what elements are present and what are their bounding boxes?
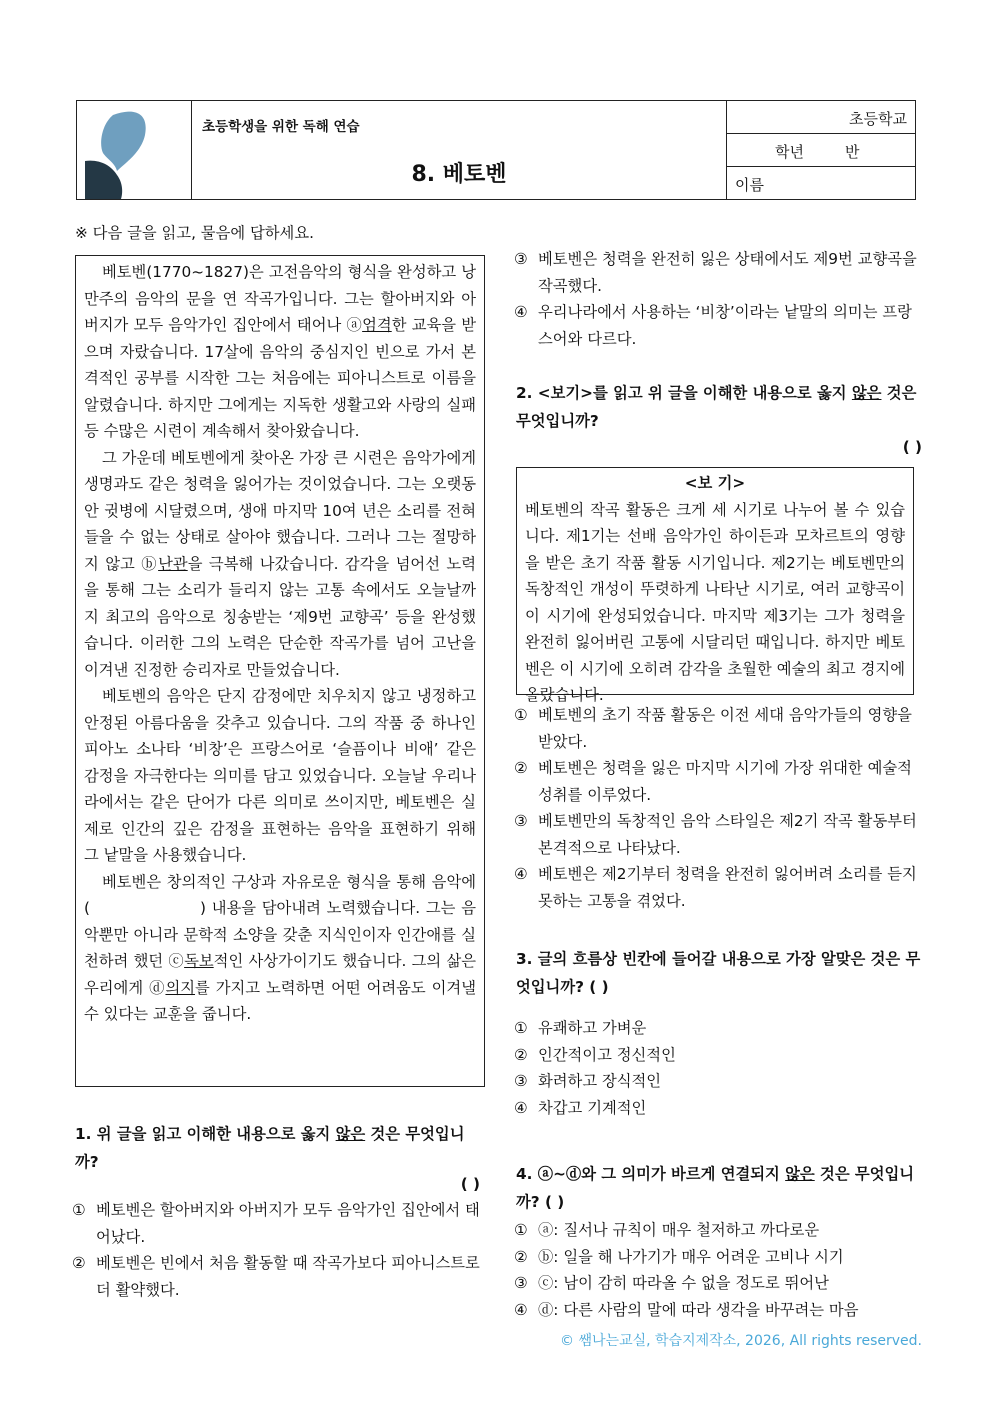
q3-option-4[interactable]: ④ 차갑고 기계적인 bbox=[514, 1098, 647, 1117]
name-label: 이름 bbox=[735, 176, 764, 194]
marker-b: ⓑ bbox=[141, 554, 159, 573]
question-1: 1. 위 글을 읽고 이해한 내용으로 옳지 않은 것은 무엇입니까? bbox=[75, 1125, 465, 1171]
title-cell bbox=[192, 101, 727, 199]
grade-label: 학년 bbox=[775, 143, 804, 161]
q1-option-1[interactable]: ① 베토벤은 할아버지와 아버지가 모두 음악가인 집안에서 태어났다. bbox=[72, 1201, 480, 1246]
school-label: 초등학교 bbox=[849, 110, 907, 128]
passage-paragraph-1: 베토벤(1770~1827)은 고전음악의 형식을 완성하고 낭만주의 음악의 문을 연 작곡가입니다. 그는 할아버지와 아버지가 모두 음악가인 집안에서 태어나 ⓐ엄격한 교육을 받으며 자랐습니다. 17살에 음악의 중심지인 빈으로 가서 본격적인 공부를 시작한 그는 처음에는 피아니스트로 이름을 알렸습니다. 하지만 그에게는 지독한 생활고와 사랑의 실패 등 수많은 시련이 계속해서 찾아왔습니다. bbox=[84, 263, 477, 440]
q1-option-4[interactable]: ④ 우리나라에서 사용하는 ‘비창’이라는 낱말의 의미는 프랑스어와 다르다. bbox=[514, 303, 912, 348]
q4-option-4[interactable]: ④ ⓓ: 다른 사람의 말에 따라 생각을 바꾸려는 마음 bbox=[514, 1300, 859, 1319]
q4-option-1[interactable]: ① ⓐ: 질서나 규칙이 매우 철저하고 까다로운 bbox=[514, 1221, 820, 1239]
q3-option-1[interactable]: ① 유쾌하고 가벼운 bbox=[514, 1019, 647, 1037]
q4-options bbox=[514, 1217, 922, 1323]
grade-class-row[interactable] bbox=[727, 134, 915, 167]
word-c: 독보 bbox=[184, 952, 214, 970]
reading-passage bbox=[75, 255, 485, 1087]
name-row[interactable] bbox=[727, 167, 915, 200]
logo-cell bbox=[77, 101, 192, 199]
marker-d: ⓓ bbox=[149, 978, 166, 997]
q2-option-2[interactable]: ② 베토벤은 청력을 잃은 마지막 시기에 가장 위대한 예술적 성취를 이루었다. bbox=[514, 759, 912, 804]
word-d: 의지 bbox=[165, 978, 196, 997]
question-2: 2. <보기>를 읽고 위 글을 이해한 내용으로 옳지 않은 것은 무엇입니까? bbox=[516, 384, 917, 430]
q2-option-1[interactable]: ① 베토벤의 초기 작품 활동은 이전 세대 음악가들의 영향을 받았다. bbox=[514, 706, 912, 751]
marker-a: ⓐ bbox=[346, 316, 363, 334]
copyright-footer: © 쌤나는교실, 학습지제작소, 2026, All rights reserved. bbox=[560, 1333, 922, 1349]
header-box bbox=[76, 100, 916, 200]
q1-option-2[interactable]: ② 베토벤은 빈에서 처음 활동할 때 작곡가보다 피아니스트로 더 활약했다. bbox=[72, 1254, 480, 1299]
word-b: 난관 bbox=[158, 554, 188, 573]
passage-paragraph-3: 베토벤의 음악은 단지 감정에만 치우치지 않고 냉정하고 안정된 아름다움을 갖추고 있습니다. 그의 작품 중 하나인 피아노 소나타 ‘비창’은 프랑스어로 ‘슬픔이나 비애’ 같은 감정을 자극한다는 의미를 담고 있었습니다. 오늘날 우리나라에서는 같은 단어가 다른 의미로 쓰이지만, 베토벤은 실제로 인간의 깊은 감정을 표현하는 음악을 표현하기 위해 그 낱말을 사용했습니다. bbox=[84, 687, 476, 864]
q1-option-3[interactable]: ③ 베토벤은 청력을 완전히 잃은 상태에서도 제9번 교향곡을 작곡했다. bbox=[514, 250, 917, 295]
q1-options bbox=[72, 1197, 482, 1303]
q1-options-continued bbox=[514, 246, 922, 352]
q2-options bbox=[514, 702, 922, 914]
question-3: 3. 글의 흐름상 빈칸에 들어갈 내용으로 가장 알맞은 것은 무엇입니까? ( ) bbox=[516, 950, 921, 996]
worksheet-title: 8. 베토벤 bbox=[411, 162, 507, 187]
water-drop-logo-icon bbox=[77, 101, 192, 199]
passage-paragraph-4: 베토벤은 창의적인 구상과 자유로운 형식을 통해 음악에 ( ) 내용을 담아내려 노력했습니다. 그는 음악뿐만 아니라 문학적 소양을 갖춘 지식인이자 인간애를 실천하려 했던 ⓒ독보적인 사상가이기도 했습니다. 그의 삶은 우리에게 ⓓ의지를 가지고 노력하면 어떤 어려움도 이겨낼 수 있다는 교훈을 줍니다. bbox=[84, 872, 476, 1023]
student-info-cell bbox=[727, 101, 915, 199]
q2-option-3[interactable]: ③ 베토벤만의 독창적인 음악 스타일은 제2기 작곡 활동부터 본격적으로 나타났다. bbox=[514, 812, 917, 857]
q3-option-2[interactable]: ② 인간적이고 정신적인 bbox=[514, 1045, 676, 1064]
q3-option-3[interactable]: ③ 화려하고 장식적인 bbox=[514, 1072, 662, 1090]
q4-option-2[interactable]: ② ⓑ: 일을 해 나가기가 매우 어려운 고비나 시기 bbox=[514, 1247, 844, 1266]
q2-answer-box[interactable]: ( ) bbox=[902, 438, 922, 456]
bogi-box bbox=[516, 467, 914, 704]
word-a: 엄격 bbox=[362, 316, 392, 334]
bogi-text: 베토벤의 작곡 활동은 크게 세 시기로 나누어 볼 수 있습니다. 제1기는 선배 음악가인 하이든과 모차르트의 영향을 받은 초기 작품 활동 시기입니다. 제2기는 베토벤만의 독창적인 개성이 뚜렷하게 나타난 시기로, 여러 교향곡이 이 시기에 완성되었습니다. 마지막 제3기는 그가 청력을 완전히 잃어버린 고통에 시달리던 때입니다. 하지만 베토벤은 이 시기에 오히려 감각을 초월한 예술의 최고 경지에 올랐습니다. bbox=[525, 500, 905, 704]
instruction: ※ 다음 글을 읽고, 물음에 답하세요. bbox=[75, 224, 314, 242]
question-4: 4. ⓐ~ⓓ와 그 의미가 바르게 연결되지 않은 것은 무엇입니까? ( ) bbox=[516, 1165, 915, 1211]
school-row[interactable] bbox=[727, 101, 915, 134]
class-label: 반 bbox=[845, 143, 860, 161]
q4-option-3[interactable]: ③ ⓒ: 남이 감히 따라올 수 없을 정도로 뛰어난 bbox=[514, 1274, 829, 1292]
q2-option-4[interactable]: ④ 베토벤은 제2기부터 청력을 완전히 잃어버려 소리를 듣지 못하는 고통을 겪었다. bbox=[514, 865, 917, 910]
passage-paragraph-2: 그 가운데 베토벤에게 찾아온 가장 큰 시련은 음악가에게 생명과도 같은 청력을 잃어가는 것이었습니다. 그는 오랫동안 귓병에 시달렸으며, 생애 마지막 10여 년은 소리를 전혀 들을 수 없는 상태로 살아야 했습니다. 그러나 그는 절망하지 않고 ⓑ난관을 극복해 나갔습니다. 감각을 넘어선 노력을 통해 그는 소리가 들리지 않는 고통 속에서도 오늘날까지 최고의 음악으로 칭송받는 ‘제9번 교향곡’ 등을 완성했습니다. 이러한 그의 노력은 단순한 작곡가를 넘어 고난을 이겨낸 진정한 승리자로 만들었습니다. bbox=[84, 448, 476, 679]
q3-options bbox=[514, 1015, 922, 1121]
marker-c: ⓒ bbox=[168, 952, 185, 970]
worksheet-subtitle: 초등학생을 위한 독해 연습 bbox=[202, 119, 360, 135]
q1-answer-box[interactable]: ( ) bbox=[460, 1175, 480, 1193]
bogi-title: <보 기> bbox=[684, 474, 746, 492]
